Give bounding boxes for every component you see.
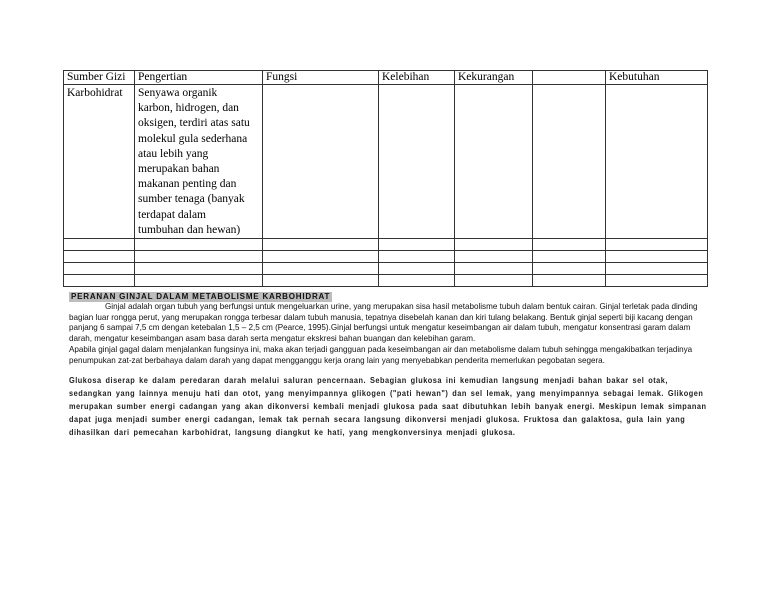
table-header-row [64, 71, 708, 85]
paragraph-ginjal-text: Ginjal adalah organ tubuh yang berfungsi untuk mengeluarkan urine, yang merupakan sisa hasil metabolisme tubuh dalam bentuk cairan. Ginjal terletak pada dinding bagian luar rongga perut, yang merupakan rongga terbesar dalam tubuh manusia, tepatnya disebelah kanan dan kiri tulang belakang. Bentuk ginjal seperti biji kacang dengan panjang 6 sampai 7,5 cm dengan ketebalan 1,5 – 2,5 cm (Pearce, 1995).Ginjal berfungsi untuk mengatur keseimbangan air dalam tubuh, mengatur konsentrasi garam dalam darah, mengatur keseimbangan asam basa darah serta mengatur ekskresi bahan buangan dan kelebihan garam. [69, 302, 698, 344]
header-kelebihan: Kelebihan [379, 71, 455, 85]
table-row-empty [64, 275, 708, 287]
paragraph-ginjal [69, 302, 709, 366]
table-row-empty [64, 239, 708, 251]
pengertian-line: terdapat dalam [138, 208, 207, 221]
pengertian-line: merupakan bahan [138, 163, 220, 176]
pengertian-line: karbon, hidrogen, dan [138, 102, 239, 115]
cell-fungsi [263, 85, 379, 239]
pengertian-line: atau lebih yang [138, 147, 209, 160]
cell-sumber: Karbohidrat [64, 85, 135, 239]
pengertian-line: molekul gula sederhana [138, 132, 248, 145]
cell-blank [533, 85, 606, 239]
header-kebutuhan: Kebutuhan [606, 71, 708, 85]
cell-pengertian [135, 85, 263, 239]
header-pengertian: Pengertian [135, 71, 263, 85]
table-row-empty [64, 251, 708, 263]
paragraph-glukosa: Glukosa diserap ke dalam peredaran darah melalui saluran pencernaan. Sebagian glukosa ini kemudian langsung menjadi bahan bakar sel otak, sedangkan yang lainnya menuju hati dan otot, yang menyimpannya glikogen ("pati hewan") dan sel lemak, yang menyimpannya sebagai lemak. Glikogen merupakan sumber energi cadangan yang akan dikonversi kembali menjadi glukosa pada saat dibutuhkan lebih banyak energi. Meskipun lemak simpanan dapat juga menjadi sumber energi cadangan, lemak tak pernah secara langsung dikonversi menjadi glukosa. Fruktosa dan galaktosa, gula lain yang dihasilkan dari pemecahan karbohidrat, langsung diangkut ke hati, yang mengkonversinya menjadi glukosa. [69, 376, 707, 437]
section-heading: PERANAN GINJAL DALAM METABOLISME KARBOHIDRAT [71, 292, 331, 301]
nutrition-table [63, 70, 708, 287]
header-sumber-gizi: Sumber Gizi [64, 71, 135, 85]
table-row-empty [64, 263, 708, 275]
pengertian-line: tumbuhan dan hewan) [138, 223, 241, 236]
paragraph-ginjal-b: Apabila ginjal gagal dalam menjalankan fungsinya ini, maka akan terjadi gangguan pada keseimbangan air dan metabolisme dalam tubuh sehingga mengakibatkan terjadinya penumpukan zat-zat berbahaya dalam darah yang dapat mengganggu kerja orang lain yang menyebabkan penderita memerlukan pegobatan segera. [69, 344, 693, 365]
pengertian-line: sumber tenaga (banyak [138, 193, 245, 206]
table-row [64, 85, 708, 239]
cell-kebutuhan [606, 85, 708, 239]
header-fungsi: Fungsi [263, 71, 379, 85]
cell-kekurangan [455, 85, 533, 239]
pengertian-line: Senyawa organik [138, 87, 218, 99]
header-blank [533, 71, 606, 85]
cell-kelebihan [379, 85, 455, 239]
header-kekurangan: Kekurangan [455, 71, 533, 85]
pengertian-line: oksigen, terdiri atas satu [138, 117, 250, 130]
pengertian-line: makanan penting dan [138, 178, 237, 191]
